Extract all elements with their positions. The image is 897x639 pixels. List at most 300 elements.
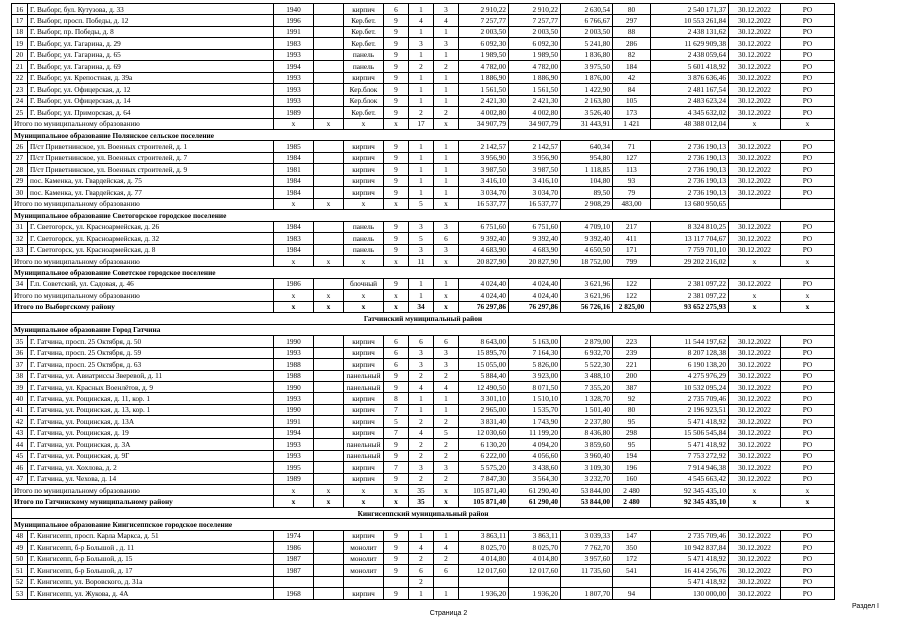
table-cell: 30.12.2022 <box>729 347 781 358</box>
total-cell: x <box>729 118 781 129</box>
table-cell: Г. Гатчина, просп. 25 Октября, д. 50 <box>28 336 274 347</box>
table-cell: 2 237,80 <box>561 416 613 427</box>
table-cell: 4 683,90 <box>459 244 509 255</box>
table-cell: Г. Гатчина, просп. 25 Октября, д. 63 <box>28 359 274 370</box>
subtotal-row <box>12 198 835 209</box>
table-cell <box>384 576 409 587</box>
table-row <box>12 26 835 37</box>
table-cell: 1994 <box>274 427 314 438</box>
table-cell: 30.12.2022 <box>729 152 781 163</box>
total-cell: x <box>314 118 344 129</box>
table-cell <box>314 26 344 37</box>
table-cell: 1 886,90 <box>459 72 509 83</box>
table-cell: 1 989,50 <box>509 49 561 60</box>
table-cell: РО <box>781 359 835 370</box>
table-cell: 30.12.2022 <box>729 381 781 392</box>
table-cell: 2 <box>409 370 434 381</box>
total-cell: 48 388 012,04 <box>651 118 729 129</box>
table-cell <box>314 336 344 347</box>
table-cell: 122 <box>613 278 651 289</box>
table-cell: РО <box>781 278 835 289</box>
table-cell: 6 <box>434 233 459 244</box>
total-cell: 35 <box>409 496 434 507</box>
table-cell: 2 <box>409 450 434 461</box>
municipality-title: Муниципальное образование Полянское сельское поселение <box>12 129 835 140</box>
table-cell: 15 506 545,84 <box>651 427 729 438</box>
table-cell: 12 490,50 <box>459 381 509 392</box>
table-cell: 33 <box>12 244 28 255</box>
table-cell: 1 328,70 <box>561 393 613 404</box>
table-cell: 47 <box>12 473 28 484</box>
table-cell <box>314 61 344 72</box>
subtotal-row <box>12 485 835 496</box>
total-cell: 92 345 435,10 <box>651 485 729 496</box>
table-cell: 3 859,60 <box>561 439 613 450</box>
table-cell: 2 736 190,13 <box>651 175 729 186</box>
table-cell: 1 <box>434 72 459 83</box>
table-cell: РО <box>781 450 835 461</box>
table-cell: 297 <box>613 15 651 26</box>
table-cell: 1968 <box>274 588 314 600</box>
table-cell: 95 <box>613 416 651 427</box>
table-cell <box>314 15 344 26</box>
table-cell: Кер.блок <box>344 84 384 95</box>
table-cell: 9 <box>384 49 409 60</box>
table-cell: 9 <box>384 187 409 198</box>
table-cell: П/ст Приветнинское, ул. Военных строителей, д. 7 <box>28 152 274 163</box>
table-cell: 11 544 197,62 <box>651 336 729 347</box>
table-cell: Г. Выборг, ул. Приморская, д. 64 <box>28 107 274 118</box>
table-cell: 11 735,60 <box>561 565 613 576</box>
table-cell: 1 743,90 <box>509 416 561 427</box>
table-cell: кирпич <box>344 141 384 152</box>
table-cell: 9 <box>384 61 409 72</box>
table-cell: 84 <box>613 84 651 95</box>
table-cell: 30.12.2022 <box>729 72 781 83</box>
table-cell: 1993 <box>274 393 314 404</box>
table-cell: 105 <box>613 95 651 106</box>
table-cell: 10 553 261,84 <box>651 15 729 26</box>
total-cell: x <box>344 496 384 507</box>
table-cell: 1 535,70 <box>509 404 561 415</box>
table-cell: 30.12.2022 <box>729 530 781 541</box>
table-cell: блочный <box>344 278 384 289</box>
table-cell: 2 736 190,13 <box>651 164 729 175</box>
table-cell: 3 960,40 <box>561 450 613 461</box>
table-cell: 3 831,40 <box>459 416 509 427</box>
table-cell: 6 130,20 <box>459 439 509 450</box>
table-cell: 9 <box>384 164 409 175</box>
table-cell: 30.12.2022 <box>729 187 781 198</box>
total-cell: 483,00 <box>613 198 651 209</box>
table-cell: 2 735 709,46 <box>651 393 729 404</box>
table-row <box>12 95 835 106</box>
total-cell: 20 827,90 <box>509 255 561 266</box>
table-cell: 2 421,30 <box>509 95 561 106</box>
table-row <box>12 381 835 392</box>
table-cell: 3 <box>409 359 434 370</box>
total-cell: x <box>314 485 344 496</box>
table-cell: 1 <box>409 72 434 83</box>
table-cell: Г. Кингисепп, б-р Большой, д. 17 <box>28 565 274 576</box>
total-cell: 53 844,00 <box>561 485 613 496</box>
table-cell: 30.12.2022 <box>729 221 781 232</box>
table-cell: РО <box>781 107 835 118</box>
table-cell: 4 002,80 <box>459 107 509 118</box>
table-cell: 8 324 810,25 <box>651 221 729 232</box>
table-cell: 5 471 418,92 <box>651 439 729 450</box>
table-cell: 44 <box>12 439 28 450</box>
table-cell <box>314 244 344 255</box>
table-row <box>12 61 835 72</box>
table-cell: 8 071,50 <box>509 381 561 392</box>
table-cell: 30.12.2022 <box>729 473 781 484</box>
table-cell: Г. Гатчина, ул. Рощинская, д. 9Г <box>28 450 274 461</box>
table-cell: 8 <box>384 393 409 404</box>
table-cell <box>314 233 344 244</box>
table-cell: 7 <box>384 462 409 473</box>
table-cell: 4 650,50 <box>561 244 613 255</box>
table-row <box>12 370 835 381</box>
table-cell: 2 879,00 <box>561 336 613 347</box>
table-cell: 3 <box>434 244 459 255</box>
table-cell: 1981 <box>274 164 314 175</box>
table-cell: 21 <box>12 61 28 72</box>
table-cell: 1 836,80 <box>561 49 613 60</box>
table-cell: 9 <box>384 233 409 244</box>
table-cell: 6 092,30 <box>509 38 561 49</box>
table-cell: 1 936,20 <box>459 588 509 600</box>
table-cell: 30.12.2022 <box>729 553 781 564</box>
total-cell: x <box>781 255 835 266</box>
table-cell: 1 <box>434 49 459 60</box>
total-cell: x <box>344 290 384 301</box>
table-cell: кирпич <box>344 416 384 427</box>
table-cell <box>314 381 344 392</box>
table-cell: 7 914 946,38 <box>651 462 729 473</box>
table-cell: 1 989,50 <box>459 49 509 60</box>
total-cell: 2 480 <box>613 485 651 496</box>
table-cell: 1984 <box>274 152 314 163</box>
total-cell: x <box>384 255 409 266</box>
district-header-row <box>12 507 835 518</box>
table-cell: 30.12.2022 <box>729 393 781 404</box>
table-cell: 1 <box>409 588 434 600</box>
total-cell: x <box>781 485 835 496</box>
table-cell: Кер.бет. <box>344 26 384 37</box>
table-cell <box>274 576 314 587</box>
table-cell: 3 975,50 <box>561 61 613 72</box>
total-cell: x <box>314 255 344 266</box>
table-cell: 640,34 <box>561 141 613 152</box>
table-cell: 3 863,11 <box>509 530 561 541</box>
table-cell: 3 <box>409 38 434 49</box>
total-cell: 31 443,91 <box>561 118 613 129</box>
table-cell: 2 910,22 <box>509 4 561 15</box>
total-label: Итого по Выборгскому району <box>12 301 274 312</box>
table-cell: 10 532 095,24 <box>651 381 729 392</box>
table-cell: 30.12.2022 <box>729 164 781 175</box>
table-cell: Кер.бет. <box>344 38 384 49</box>
table-cell: 4 275 976,29 <box>651 370 729 381</box>
table-cell <box>314 141 344 152</box>
table-cell: РО <box>781 4 835 15</box>
table-cell: 7 753 272,92 <box>651 450 729 461</box>
table-cell: 104,80 <box>561 175 613 186</box>
table-cell: 2 <box>409 61 434 72</box>
table-cell: 1983 <box>274 38 314 49</box>
table-cell: 3 <box>409 347 434 358</box>
table-cell <box>314 347 344 358</box>
table-cell: РО <box>781 141 835 152</box>
table-cell: 6 932,70 <box>561 347 613 358</box>
table-cell: 221 <box>613 359 651 370</box>
table-cell: 1 <box>409 141 434 152</box>
table-cell <box>314 278 344 289</box>
table-row <box>12 530 835 541</box>
total-cell: 18 752,00 <box>561 255 613 266</box>
table-cell: кирпич <box>344 347 384 358</box>
total-cell: 16 537,77 <box>509 198 561 209</box>
table-cell: 32 <box>12 233 28 244</box>
table-cell: РО <box>781 473 835 484</box>
table-cell: 1 <box>434 95 459 106</box>
table-cell: 1 <box>434 278 459 289</box>
table-cell: 3 232,70 <box>561 473 613 484</box>
total-label: Итого по муниципальному образованию <box>12 198 274 209</box>
table-cell: 9 <box>384 370 409 381</box>
table-cell: 1940 <box>274 4 314 15</box>
table-cell: 1986 <box>274 278 314 289</box>
table-cell: 9 392,40 <box>459 233 509 244</box>
table-cell <box>314 530 344 541</box>
table-cell: 3 621,96 <box>561 278 613 289</box>
table-cell: кирпич <box>344 462 384 473</box>
table-cell: Г. Светогорск, ул. Красноармейская, д. 32 <box>28 233 274 244</box>
total-cell: x <box>781 496 835 507</box>
table-cell: 4 024,40 <box>459 278 509 289</box>
table-cell: 30.12.2022 <box>729 49 781 60</box>
table-row <box>12 576 835 587</box>
table-cell: 1987 <box>274 565 314 576</box>
table-cell: 3 957,60 <box>561 553 613 564</box>
table-cell: 3 416,10 <box>459 175 509 186</box>
table-cell: 1993 <box>274 450 314 461</box>
table-cell: 10 942 837,84 <box>651 542 729 553</box>
table-cell: 350 <box>613 542 651 553</box>
municipality-title: Муниципальное образование Советское городское поселение <box>12 267 835 278</box>
table-cell: 4 056,60 <box>509 450 561 461</box>
table-cell: 95 <box>613 439 651 450</box>
table-cell: 4 782,00 <box>509 61 561 72</box>
table-cell: 30.12.2022 <box>729 278 781 289</box>
table-cell: 3 301,10 <box>459 393 509 404</box>
table-cell: 2 483 623,24 <box>651 95 729 106</box>
table-cell: 11 199,20 <box>509 427 561 438</box>
table-cell: 8 643,00 <box>459 336 509 347</box>
table-cell: 42 <box>613 72 651 83</box>
table-cell: 3 876 636,46 <box>651 72 729 83</box>
table-cell: 30.12.2022 <box>729 15 781 26</box>
table-cell: 2 <box>434 439 459 450</box>
table-cell: 9 <box>384 221 409 232</box>
table-cell: 24 <box>12 95 28 106</box>
table-cell: 9 <box>384 15 409 26</box>
table-cell: 30.12.2022 <box>729 95 781 106</box>
table-cell: 1 <box>434 404 459 415</box>
table-cell: 9 <box>384 95 409 106</box>
table-cell: Г. Выборг, ул. Офицерская, д. 14 <box>28 95 274 106</box>
table-cell: Г. Гатчина, ул. Хохлова, д. 2 <box>28 462 274 473</box>
table-cell: 5 <box>434 427 459 438</box>
total-cell: x <box>729 496 781 507</box>
table-cell <box>314 393 344 404</box>
table-cell: кирпич <box>344 427 384 438</box>
table-cell <box>561 576 613 587</box>
total-cell: x <box>274 301 314 312</box>
subtotal-row <box>12 118 835 129</box>
table-cell: 1 886,90 <box>509 72 561 83</box>
total-cell: 4 024,40 <box>459 290 509 301</box>
table-cell: 1 501,40 <box>561 404 613 415</box>
table-cell: 30.12.2022 <box>729 450 781 461</box>
total-cell: x <box>384 301 409 312</box>
table-cell: 17 <box>12 15 28 26</box>
table-cell: 2 003,50 <box>509 26 561 37</box>
total-label: Итого по муниципальному образованию <box>12 118 274 129</box>
total-label: Итого по муниципальному образованию <box>12 485 274 496</box>
table-cell: 1 <box>434 141 459 152</box>
table-cell: кирпич <box>344 588 384 600</box>
table-cell: 7 355,20 <box>561 381 613 392</box>
municipality-title: Муниципальное образование Кингисеппское городское поселение <box>12 519 835 530</box>
table-cell <box>314 416 344 427</box>
table-cell: панель <box>344 244 384 255</box>
table-cell: 4 014,80 <box>459 553 509 564</box>
table-cell: 30.12.2022 <box>729 107 781 118</box>
table-cell: 130 000,00 <box>651 588 729 600</box>
total-cell: x <box>434 255 459 266</box>
district-total-row <box>12 496 835 507</box>
table-row <box>12 164 835 175</box>
table-cell: 1993 <box>274 84 314 95</box>
table-cell: кирпич <box>344 393 384 404</box>
table-cell: 1984 <box>274 187 314 198</box>
table-cell: РО <box>781 244 835 255</box>
table-cell: 4 <box>434 381 459 392</box>
table-cell: панельный <box>344 370 384 381</box>
table-cell: 5 163,00 <box>509 336 561 347</box>
table-cell: 9 <box>384 439 409 450</box>
table-cell: кирпич <box>344 175 384 186</box>
table-cell: РО <box>781 15 835 26</box>
subtotal-row <box>12 290 835 301</box>
table-cell: 3 <box>434 38 459 49</box>
total-cell: 13 680 950,65 <box>651 198 729 209</box>
table-cell: 1 561,50 <box>459 84 509 95</box>
table-row <box>12 473 835 484</box>
table-cell: 1 <box>434 175 459 186</box>
total-cell: 799 <box>613 255 651 266</box>
table-cell: 4 <box>409 427 434 438</box>
table-cell: 1 <box>434 588 459 600</box>
total-cell: x <box>274 290 314 301</box>
housing-register-table <box>11 3 835 600</box>
table-cell: 4 <box>434 542 459 553</box>
table-cell: 1 118,85 <box>561 164 613 175</box>
total-cell: 53 844,00 <box>561 496 613 507</box>
subtotal-row <box>12 255 835 266</box>
table-cell: РО <box>781 95 835 106</box>
table-cell: РО <box>781 381 835 392</box>
table-cell: П/ст Приветнинское, ул. Военных строителей, д. 9 <box>28 164 274 175</box>
table-cell: РО <box>781 553 835 564</box>
table-cell: 5 601 418,92 <box>651 61 729 72</box>
total-cell: x <box>434 485 459 496</box>
table-cell: монолит <box>344 553 384 564</box>
total-cell: x <box>384 198 409 209</box>
total-cell: 34 907,79 <box>459 118 509 129</box>
table-cell <box>314 542 344 553</box>
table-cell: 3 <box>434 221 459 232</box>
table-cell: 2 196 923,51 <box>651 404 729 415</box>
table-cell: 22 <box>12 72 28 83</box>
table-cell: 3 987,50 <box>509 164 561 175</box>
table-cell: Кер.блок <box>344 95 384 106</box>
table-cell: 5 575,20 <box>459 462 509 473</box>
table-cell: 2 142,57 <box>459 141 509 152</box>
table-cell: 46 <box>12 462 28 473</box>
table-cell: РО <box>781 530 835 541</box>
table-cell: 2 438 059,64 <box>651 49 729 60</box>
table-cell: 2 <box>409 553 434 564</box>
table-cell: 196 <box>613 462 651 473</box>
table-cell: 4 024,40 <box>509 278 561 289</box>
table-cell: кирпич <box>344 473 384 484</box>
table-cell: панель <box>344 233 384 244</box>
table-cell: 3 526,40 <box>561 107 613 118</box>
table-cell: РО <box>781 164 835 175</box>
table-cell: 3 956,90 <box>509 152 561 163</box>
table-cell: 37 <box>12 359 28 370</box>
table-cell: 19 <box>12 38 28 49</box>
table-cell: 9 <box>384 565 409 576</box>
table-cell: 7 164,30 <box>509 347 561 358</box>
table-cell <box>314 576 344 587</box>
table-cell: 2 736 190,13 <box>651 187 729 198</box>
table-cell: 7 <box>384 404 409 415</box>
table-cell: 1 <box>434 187 459 198</box>
table-cell: кирпич <box>344 164 384 175</box>
table-cell: 6 <box>434 565 459 576</box>
municipality-header-row <box>12 267 835 278</box>
total-cell: 2 480 <box>613 496 651 507</box>
table-cell <box>314 187 344 198</box>
table-cell: 30.12.2022 <box>729 244 781 255</box>
table-cell: РО <box>781 61 835 72</box>
table-cell: 184 <box>613 61 651 72</box>
table-cell: 4 <box>434 15 459 26</box>
total-cell: x <box>384 496 409 507</box>
table-cell: 113 <box>613 164 651 175</box>
table-cell: 7 762,70 <box>561 542 613 553</box>
total-cell: x <box>274 198 314 209</box>
table-cell: 9 <box>384 530 409 541</box>
table-cell: 3 488,10 <box>561 370 613 381</box>
table-cell: 6 751,60 <box>509 221 561 232</box>
table-cell: 51 <box>12 565 28 576</box>
table-cell: 20 <box>12 49 28 60</box>
